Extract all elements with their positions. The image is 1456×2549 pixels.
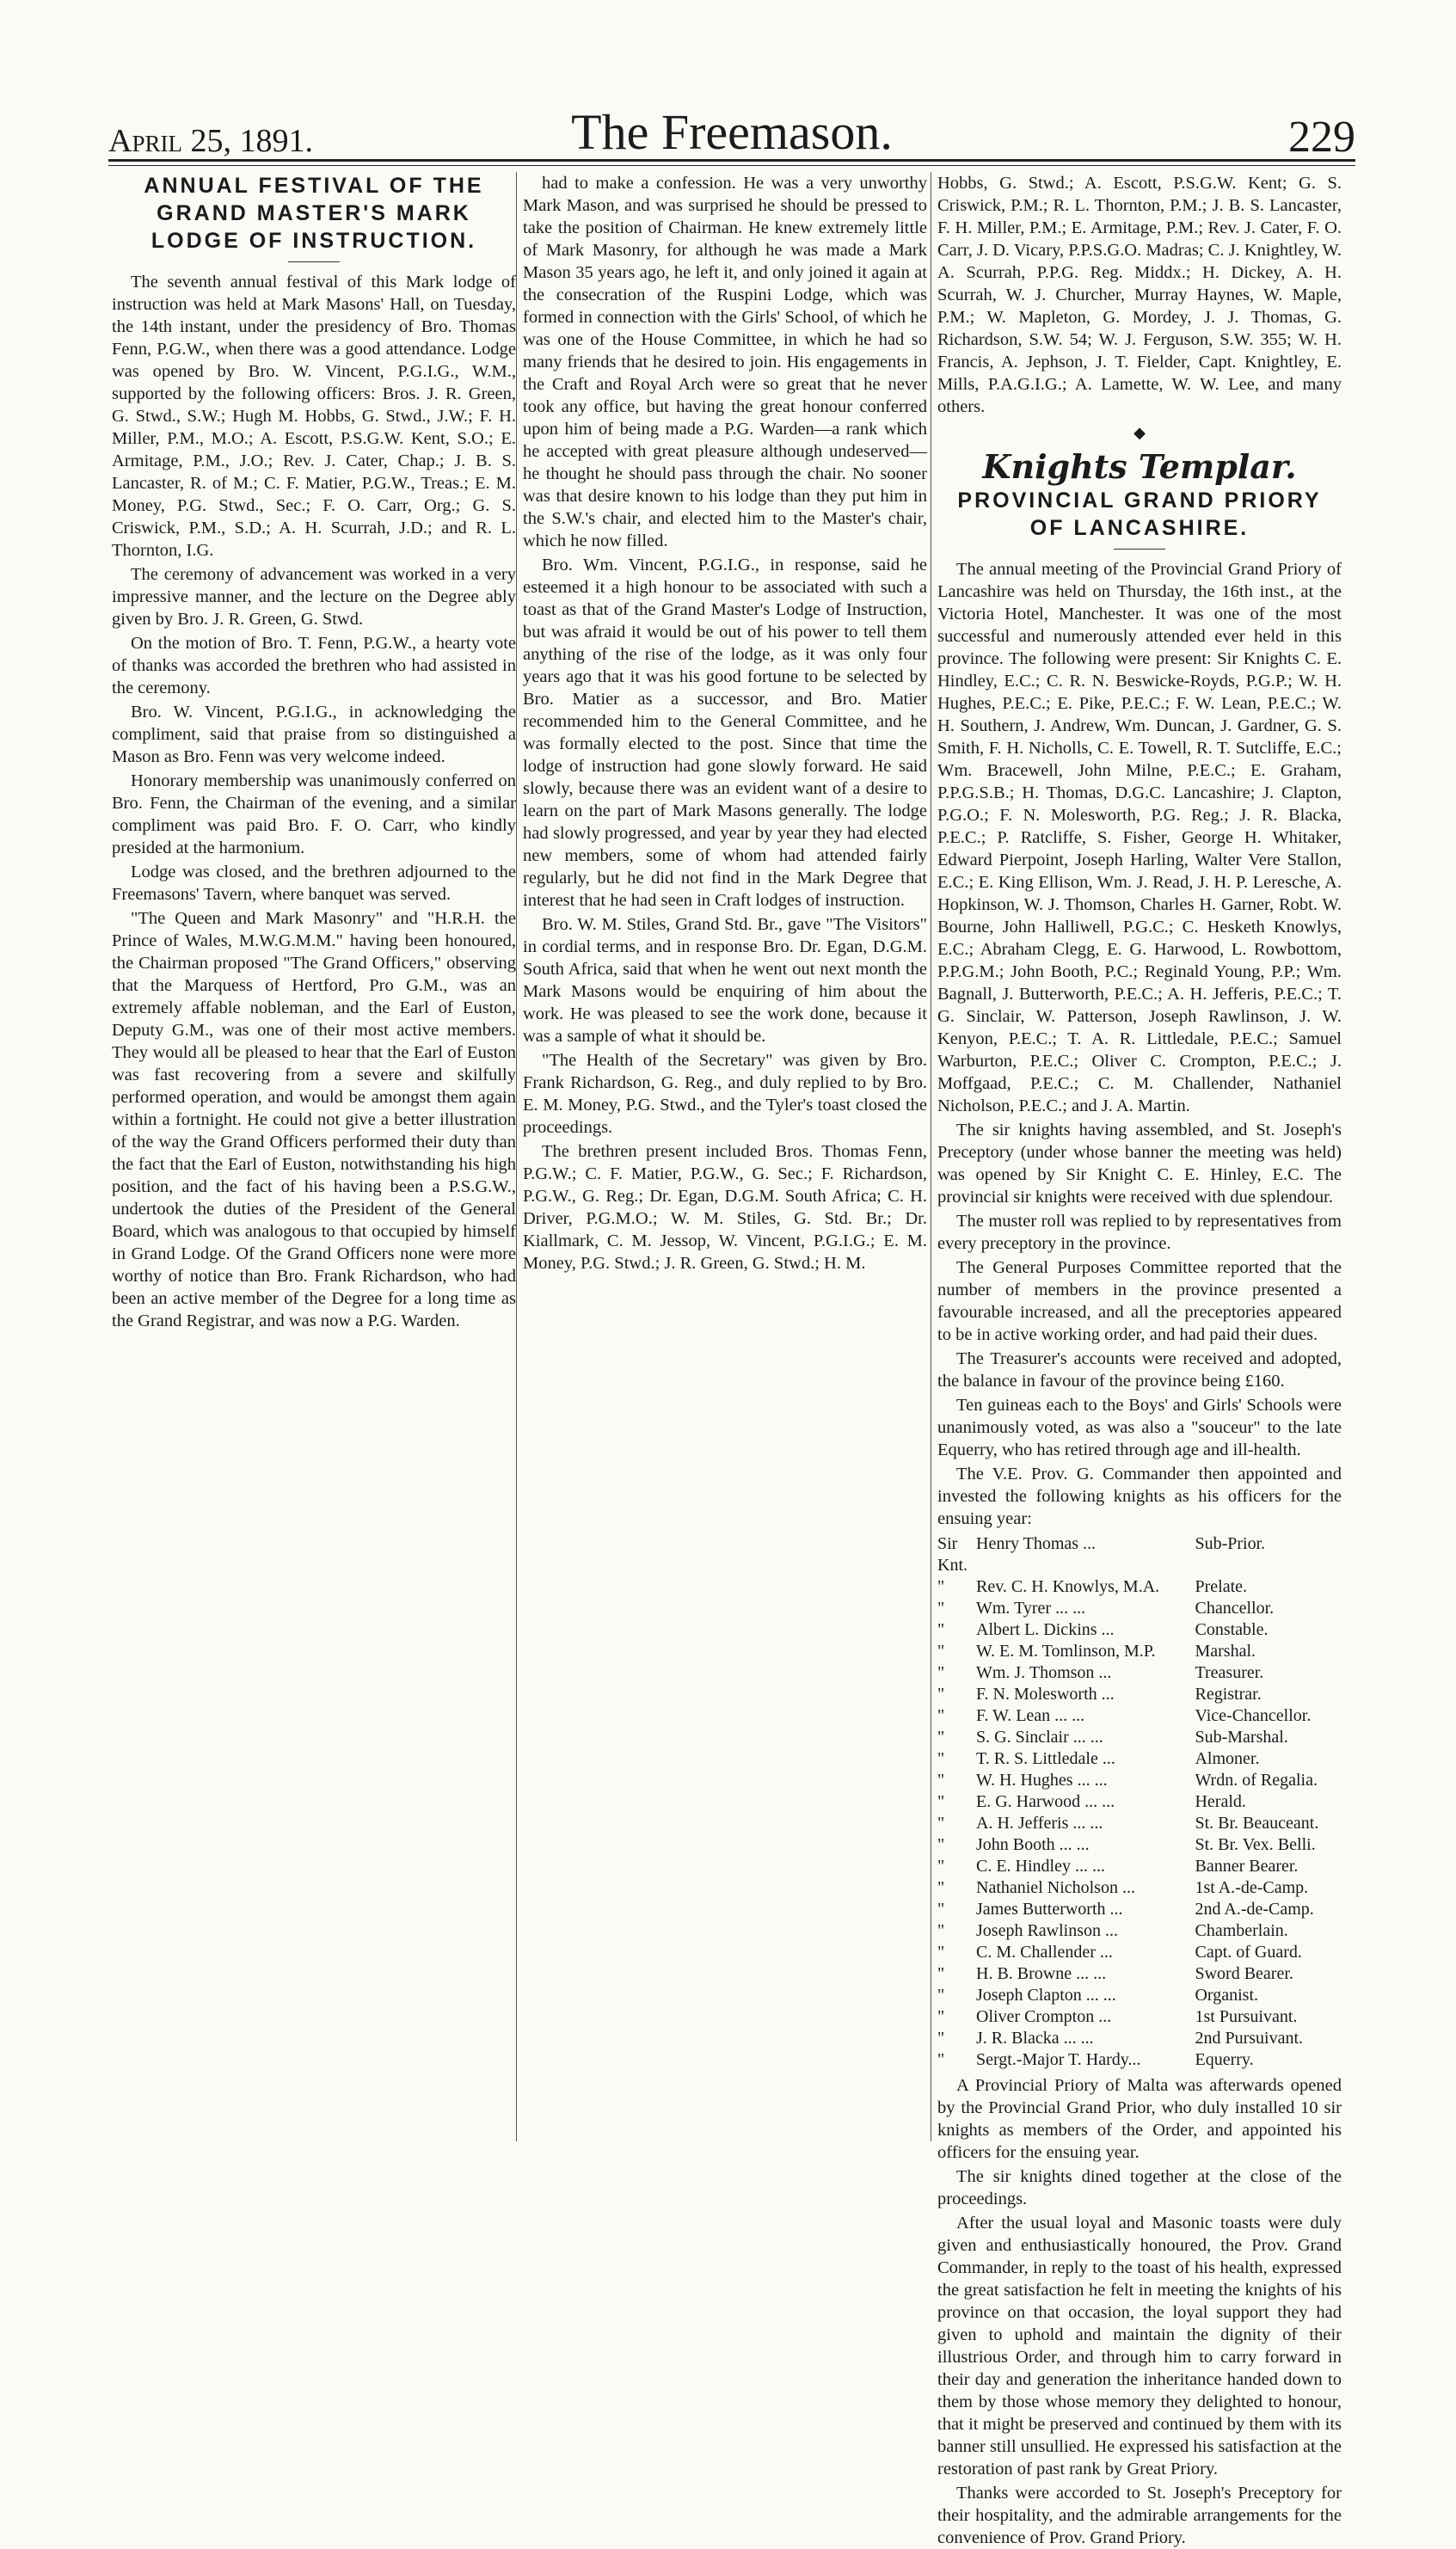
- paragraph: The General Purposes Committee reported that the number of members in the province presented a favourable increased, and all the preceptories appeared to be in active working order, and had paid their dues.: [937, 1258, 1342, 1344]
- officer-name: H. B. Browne ... ...: [976, 1964, 1107, 1983]
- officer-prefix: ": [937, 1663, 945, 1682]
- paragraph: The seventh annual festival of this Mark lodge of instruction was held at Mark Masons' Hall, on Tuesday, the 14th instant, under the presidency of Bro. Thomas Fenn, P.G.W., when there was a good attendance. Lodge was opened by Bro. W. Vincent, P.G.I.G., W.M., supported by the following officers: Bros. J. R. Green, G. Stwd., S.W.; Hugh M. Hobbs, G. Stwd., J.W.; F. H. Miller, P.M., M.O.; A. Escott, P.S.G.W. Kent, S.O.; E. Armitage, P.M., J.O.; Rev. J. Cater, Chap.; J. B. S. Lancaster, R. of M.; C. F. Matier, P.G.W., Treas.; E. M. Money, P.G. Stwd., Sec.; F. O. Carr, Org.; G. S. Criswick, P.M., S.D.; A. H. Scurrah, J.D.; and R. L. Thornton, I.G.: [112, 273, 516, 560]
- officer-row: [937, 1985, 1342, 2006]
- officer-name: C. E. Hindley ... ...: [976, 1857, 1105, 1876]
- officer-office: Registrar.: [1195, 1685, 1262, 1704]
- paragraph: The ceremony of advancement was worked in a very impressive manner, and the lecture on the Degree ably given by Bro. J. R. Green, G. Stwd.: [112, 565, 516, 629]
- officer-office: 2nd A.-de-Camp.: [1195, 1900, 1314, 1919]
- officer-name: F. N. Molesworth ...: [976, 1685, 1115, 1704]
- article-headline: ANNUAL FESTIVAL OF THE GRAND MASTER'S MARK LODGE OF INSTRUCTION.: [144, 174, 484, 253]
- officer-row: [937, 1856, 1342, 1877]
- officer-office: Sub-Prior.: [1195, 1534, 1266, 1553]
- attendee-list: Hobbs, G. Stwd.; A. Escott, P.S.G.W. Kent; G. S. Criswick, P.M.; R. L. Thornton, P.M.; J. B. S. Lancaster, F. H. Miller, P.M.; E. Armitage, P.M.; Rev. J. Cater, F. O. Carr, J. D. Vicary, P.P.S.G.O. Madras; C. J. Knightley, W. A. Scurrah, P.P.G. Reg. Middx.; H. Dickey, A. H. Scurrah, W. J. Churcher, Murray Haynes, W. Maple, P.M.; W. Mapleton, G. Mordey, J. J. Thomas, G. Richardson, S.W. 54; W. J. Ferguson, S.W. 355; W. H. Francis, A. Jephson, J. T. Fielder, Capt. Knightley, E. Mills, P.A.G.I.G.; A. Lamette, W. W. Lee, and many others.: [937, 174, 1342, 416]
- officer-name: Rev. C. H. Knowlys, M.A.: [976, 1577, 1160, 1596]
- officer-prefix: ": [937, 1814, 945, 1833]
- officer-row: [937, 1791, 1342, 1813]
- officer-row: [937, 1899, 1342, 1920]
- paragraph: After the usual loyal and Masonic toasts were duly given and enthusiastically honoured, the Prov. Grand Commander, in reply to the toast of his health, expressed the great satisfaction he felt in meeting the knights of his province on that occasion, the loyal support they had given to uphold and maintain the dignity of their illustrious Order, and through him to carry forward in their day and generation the inheritance handed down to them by those whose memory they delighted to honour, that it might be preserved and continued by them with its banner still unsullied. He expressed his satisfaction at the restoration of past rank by Great Priory.: [937, 2214, 1342, 2478]
- officer-name: Joseph Rawlinson ...: [976, 1921, 1118, 1940]
- paragraph: On the motion of Bro. T. Fenn, P.G.W., a hearty vote of thanks was accorded the brethren who had assisted in the ceremony.: [112, 634, 516, 697]
- officer-name: John Booth ... ...: [976, 1835, 1090, 1854]
- officer-office: 2nd Pursuivant.: [1195, 2029, 1304, 2048]
- paragraph: Lodge was closed, and the brethren adjourned to the Freemasons' Tavern, where banquet was served.: [112, 863, 516, 904]
- paragraph: Ten guineas each to the Boys' and Girls' Schools were unanimously voted, as was also a "souceur" to the late Equerry, who has retired through age and ill-health.: [937, 1396, 1342, 1459]
- officer-office: Equerry.: [1195, 2050, 1254, 2069]
- officer-name: J. R. Blacka ... ...: [976, 2029, 1094, 2048]
- officer-row: [937, 1748, 1342, 1770]
- officer-name: F. W. Lean ... ...: [976, 1706, 1085, 1725]
- officer-office: Organist.: [1195, 1986, 1258, 2005]
- article-body-closing: [937, 2074, 1342, 2549]
- officer-row: [937, 1641, 1342, 1662]
- paragraph: A Provincial Priory of Malta was afterwards opened by the Provincial Grand Prior, who duly installed 10 sir knights as members of the Order, and appointed his officers for the ensuing year.: [937, 2076, 1342, 2162]
- paragraph: The sir knights having assembled, and St. Joseph's Preceptory (under whose banner the meeting was held) was opened by Sir Knight C. E. Hinley, E.C. The provincial sir knights were received with due splendour.: [937, 1121, 1342, 1207]
- paragraph: Bro. W. Vincent, P.G.I.G., in acknowledging the compliment, said that praise from so distinguished a Mason as Bro. Fenn was very welcome indeed.: [112, 703, 516, 766]
- officer-row: [937, 1920, 1342, 1942]
- publication-title: The Freemason.: [571, 104, 893, 160]
- officer-name: Sergt.-Major T. Hardy...: [976, 2050, 1141, 2069]
- officer-name: T. R. S. Littledale ...: [976, 1749, 1115, 1768]
- paragraph: had to make a confession. He was a very unworthy Mark Mason, and was surprised he should be pressed to take the position of Chairman. He knew extremely little of Mark Masonry, for although he was made a Mark Mason 35 years ago, he left it, and only joined it again at the consecration of the Ruspini Lodge, which was formed in connection with the Girls' School, of which he was one of the House Committee, in which he had so many friends that he desired to join. His engagements in the Craft and Royal Arch were so great that he never took any office, but having the great honour conferred upon him of being made a P.G. Warden—a rank which he accepted with great pleasure although undeserved—he thought he should pass through the chair. No sooner was that desire known to his lodge than they put him in the S.W.'s chair, and elected him to the Master's chair, which he now filled.: [523, 174, 927, 550]
- officer-row: [937, 1877, 1342, 1899]
- officer-office: Capt. of Guard.: [1195, 1943, 1302, 1962]
- paragraph: The brethren present included Bros. Thomas Fenn, P.G.W.; C. F. Matier, P.G.W., G. Sec.; F. Richardson, P.G.W., G. Reg.; Dr. Egan, D.G.M. South Africa; C. H. Driver, P.G.M.O.; W. M. Stiles, G. Std. Br.; Dr. Kiallmark, C. M. Jessop, W. Vincent, P.G.I.G.; E. M. Money, P.G. Stwd.; J. R. Green, G. Stwd.; H. M.: [523, 1142, 927, 1273]
- column-2: [523, 172, 927, 2150]
- section-ornament: ◆: [1133, 424, 1146, 441]
- article-headline: PROVINCIAL GRAND PRIORY OF LANCASHIRE.: [957, 488, 1322, 540]
- officer-row: [937, 1533, 1342, 1576]
- officer-row: [937, 1705, 1342, 1727]
- officer-name: Wm. J. Thomson ...: [976, 1663, 1112, 1682]
- officer-office: Sword Bearer.: [1195, 1964, 1293, 1983]
- officer-name: Nathaniel Nicholson ...: [976, 1878, 1135, 1897]
- article-body: [937, 558, 1342, 1530]
- officer-row: [937, 1598, 1342, 1619]
- officer-row: [937, 1963, 1342, 1985]
- officer-prefix: ": [937, 1943, 945, 1962]
- officer-name: W. H. Hughes ... ...: [976, 1771, 1108, 1790]
- officer-prefix: ": [937, 1685, 945, 1704]
- officer-row: [937, 1834, 1342, 1856]
- officer-office: Chamberlain.: [1195, 1921, 1288, 1940]
- officer-prefix: ": [937, 2050, 945, 2069]
- officer-prefix: ": [937, 1878, 945, 1897]
- officer-office: 1st A.-de-Camp.: [1195, 1878, 1309, 1897]
- officer-prefix: ": [937, 1921, 945, 1940]
- paragraph: The annual meeting of the Provincial Grand Priory of Lancashire was held on Thursday, the 16th inst., at the Victoria Hotel, Manchester. It was one of the most successful and numerously attended ever held in this province. The following were present: Sir Knights C. E. Hindley, E.C.; C. R. N. Beswicke-Royds, P.G.P.; W. H. Hughes, P.E.C.; E. Pike, P.E.C.; F. W. Lean, P.E.C.; W. H. Southern, J. Andrew, Wm. Duncan, J. Gardner, G. S. Smith, F. H. Nicholls, C. E. Towell, R. T. Sutcliffe, E.C.; Wm. Bracewell, John Milne, P.E.C.; E. Graham, P.P.G.S.B.; H. Thomas, D.G.C. Lancashire; J. Clapton, P.G.O.; F. N. Molesworth, P.G. Reg.; J. R. Blacka, P.E.C.; P. Ratcliffe, S. Fisher, George H. Whitaker, Edward Pierpoint, Joseph Harling, Walter Vere Stallon, E.C.; E. King Ellison, Wm. J. Read, J. H. P. Leresche, A. Hopkinson, W. J. Thomson, Charles H. Garner, Robt. W. Bourne, John Halliwell, P.G.C.; C. Hesketh Knowlys, E.C.; Abraham Clegg, E. G. Harwood, L. Rowbottom, P.P.G.M.; John Booth, P.C.; Reginald Young, P.P.; Wm. Bagnall, J. Butterworth, P.E.C.; A. H. Jefferis, P.E.C.; T. G. Sinclair, W. Patterson, Joseph Rawlinson, J. W. Kenyon, P.E.C.; T. A. R. Littledale, P.E.C.; Samuel Warburton, P.E.C.; Oliver C. Crompton, P.E.C.; J. Moffgaad, P.E.C.; C. M. Challender, Nathaniel Nicholson, P.E.C.; and J. A. Martin.: [937, 560, 1342, 1115]
- officer-row: [937, 1662, 1342, 1684]
- paragraph: Bro. Wm. Vincent, P.G.I.G., in response, said he esteemed it a high honour to be associated with such a toast as that of the Grand Master's Lodge of Instruction, but was afraid it would be out of his power to tell them anything of the rise of the lodge, as it was only four years ago that it was his good fortune to be selected by Bro. Matier as a successor, and Bro. Matier recommended him to the General Committee, and he was formally elected to the post. Since that time the lodge of instruction had gone slowly forward. He said slowly, because there was an evident want of a desire to learn on the part of Mark Masons generally. The lodge had slowly progressed, and year by year they had elected new members, some of whom had attended fairly regularly, but he did not find in the Mark Degree that interest that he had seen in Craft lodges of instruction.: [523, 556, 927, 910]
- officer-prefix: ": [937, 1620, 945, 1639]
- officer-office: 1st Pursuivant.: [1195, 2007, 1298, 2026]
- officer-row: [937, 1684, 1342, 1705]
- column-divider: [516, 172, 517, 2141]
- officer-row: [937, 1942, 1342, 1963]
- officer-row: [937, 2049, 1342, 2071]
- officer-prefix: ": [937, 1642, 945, 1661]
- officer-name: James Butterworth ...: [976, 1900, 1123, 1919]
- officer-name: S. G. Sinclair ... ...: [976, 1728, 1103, 1747]
- column-1: [112, 172, 516, 2150]
- officer-office: Banner Bearer.: [1195, 1857, 1299, 1876]
- officer-prefix: ": [937, 1577, 945, 1596]
- paragraph: The V.E. Prov. G. Commander then appointed and invested the following knights as his officers for the ensuing year:: [937, 1465, 1342, 1528]
- issue-date: April 25, 1891.: [108, 123, 313, 159]
- paragraph: Honorary membership was unanimously conferred on Bro. Fenn, the Chairman of the evening, and a similar compliment was paid Bro. F. O. Carr, who kindly presided at the harmonium.: [112, 771, 516, 857]
- officer-name: Wm. Tyrer ... ...: [976, 1599, 1086, 1618]
- officer-office: Almoner.: [1195, 1749, 1260, 1768]
- headline-rule: [1114, 549, 1165, 550]
- article-body-continued: [523, 172, 927, 1274]
- officer-prefix: ": [937, 2007, 945, 2026]
- officer-office: Herald.: [1195, 1792, 1246, 1811]
- officer-name: W. E. M. Tomlinson, M.P.: [976, 1642, 1156, 1661]
- article-body: [112, 271, 516, 1332]
- paragraph: The Treasurer's accounts were received and adopted, the balance in favour of the province being £160.: [937, 1349, 1342, 1391]
- officer-name: Joseph Clapton ... ...: [976, 1986, 1116, 2005]
- officer-prefix: ": [937, 1792, 945, 1811]
- paragraph: "The Queen and Mark Masonry" and "H.R.H. the Prince of Wales, M.W.G.M.M." having been honoured, the Chairman proposed "The Grand Officers," observing that the Marquess of Hertford, Pro G.M., was an extremely affable nobleman, and the Earl of Euston, Deputy G.M., was one of their most active members. They would all be pleased to hear that the Earl of Euston was fast recovering from a severe and skilfully performed operation, and would be amongst them again within a fortnight. He could not give a better illustration of the way the Grand Officers performed their duty than the fact that the Earl of Euston, notwithstanding his high position, and the fact of his having been a P.S.G.W., undertook the duties of the President of the General Board, which was analogous to that occupied by himself in Grand Lodge. Of the Grand Officers none were more worthy of notice than Bro. Frank Richardson, who had been an active member of the Degree for a long time as the Grand Registrar, and was now a P.G. Warden.: [112, 909, 516, 1330]
- officer-row: [937, 1770, 1342, 1791]
- officer-office: Sub-Marshal.: [1195, 1728, 1288, 1747]
- officer-prefix: ": [937, 1835, 945, 1854]
- paragraph: Thanks were accorded to St. Joseph's Preceptory for their hospitality, and the admirable arrangements for the convenience of Prov. Grand Priory.: [937, 2484, 1342, 2547]
- officer-office: St. Br. Vex. Belli.: [1195, 1835, 1316, 1854]
- officers-table: [937, 1533, 1342, 2071]
- officer-prefix: ": [937, 1599, 945, 1618]
- officer-prefix: Sir Knt.: [937, 1534, 968, 1575]
- header-rule: [108, 159, 1355, 162]
- officer-row: [937, 1576, 1342, 1598]
- officer-name: Henry Thomas ...: [976, 1534, 1097, 1553]
- officer-name: Oliver Crompton ...: [976, 2007, 1112, 2026]
- officer-name: E. G. Harwood ... ...: [976, 1792, 1115, 1811]
- officer-prefix: ": [937, 1986, 945, 2005]
- officer-prefix: ": [937, 1706, 945, 1725]
- officer-office: Wrdn. of Regalia.: [1195, 1771, 1318, 1790]
- officer-prefix: ": [937, 1728, 945, 1747]
- paragraph: The sir knights dined together at the close of the proceedings.: [937, 2167, 1342, 2208]
- officer-office: Prelate.: [1195, 1577, 1248, 1596]
- column-3: [937, 172, 1342, 2547]
- officer-row: [937, 1727, 1342, 1748]
- officer-row: [937, 1813, 1342, 1834]
- officer-prefix: ": [937, 1749, 945, 1768]
- officer-name: A. H. Jefferis ... ...: [976, 1814, 1103, 1833]
- masthead: [108, 103, 1355, 163]
- paragraph: Bro. W. M. Stiles, Grand Std. Br., gave "The Visitors" in cordial terms, and in response Bro. Dr. Egan, D.G.M. South Africa, said that when he went out next month the Mark Masons would be enquiring of him about the work. He was pleased to see the work done, because it was a sample of what it should be.: [523, 915, 927, 1046]
- officer-prefix: ": [937, 2029, 945, 2048]
- officer-office: Constable.: [1195, 1620, 1269, 1639]
- page-number: 229: [1288, 113, 1355, 162]
- officer-name: Albert L. Dickins ...: [976, 1620, 1115, 1639]
- officer-office: Chancellor.: [1195, 1599, 1275, 1618]
- header-rule-thin: [108, 165, 1355, 166]
- officer-prefix: ": [937, 1900, 945, 1919]
- officer-office: Marshal.: [1195, 1642, 1256, 1661]
- section-title: Knights Templar.: [982, 447, 1297, 486]
- officer-row: [937, 1619, 1342, 1641]
- officer-office: Treasurer.: [1195, 1663, 1264, 1682]
- officer-office: St. Br. Beauceant.: [1195, 1814, 1319, 1833]
- paragraph: The muster roll was replied to by representatives from every preceptory in the province.: [937, 1212, 1342, 1253]
- officer-name: C. M. Challender ...: [976, 1943, 1113, 1962]
- officer-row: [937, 2006, 1342, 2028]
- officer-row: [937, 2028, 1342, 2049]
- headline-rule: [288, 261, 340, 262]
- officer-prefix: ": [937, 1857, 945, 1876]
- officer-prefix: ": [937, 1771, 945, 1790]
- officer-office: Vice-Chancellor.: [1195, 1706, 1312, 1725]
- officer-prefix: ": [937, 1964, 945, 1983]
- paragraph: "The Health of the Secretary" was given by Bro. Frank Richardson, G. Reg., and duly replied to by Bro. E. M. Money, P.G. Stwd., and the Tyler's toast closed the proceedings.: [523, 1051, 927, 1137]
